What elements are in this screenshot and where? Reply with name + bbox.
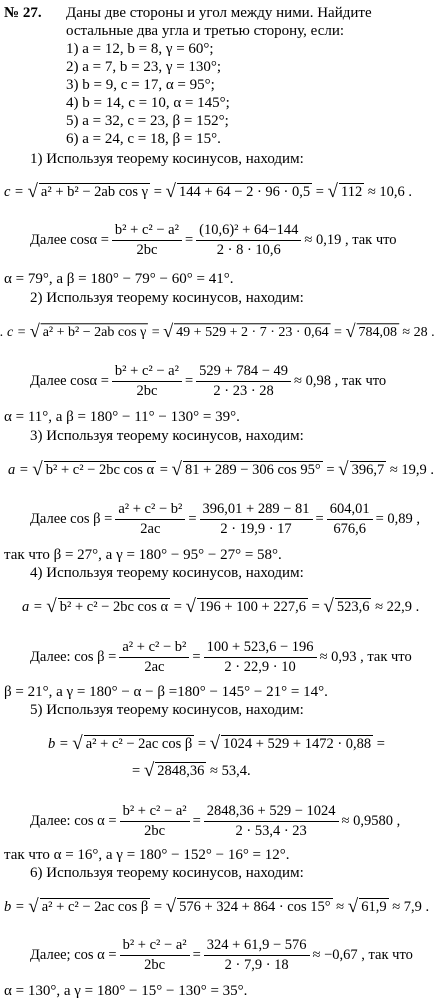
problem-statement-line-2: остальные два угла и третью сторону, если: [66, 23, 345, 39]
case-1: 1) a = 12, b = 8, γ = 60°; [66, 41, 214, 57]
solution-3-angle-equation: Далее cos β = $\frac{\text{a² + c² − b²}}{2ac}$ = $\frac{396,01 + 289 - 81}{2 \cdot 19,9 \cdot 17}$ = $\frac{604,01}{676,6}$ = 0,89 , [30, 501, 421, 537]
solution-3-intro: 3) Используя теорему косинусов, находим: [30, 428, 304, 444]
solution-5-intro: 5) Используя теорему косинусов, находим: [30, 702, 304, 718]
solution-3-side-equation: a = √ b² + c² − 2bc cos α = √ 81 + 289 − 306 cos 95° = √ 396,7 ≈ 19,9 . [8, 459, 435, 480]
solution-1-side-equation: c = √ a² + b² − 2ab cos γ = √ 144 + 64 − 2 · 96 · 0,5 = √ 112 ≈ 10,6 . [4, 181, 413, 202]
problem-statement-line-1: Даны две стороны и угол между ними. Найдите [66, 5, 372, 21]
solution-4-intro: 4) Используя теорему косинусов, находим: [30, 565, 304, 581]
solution-6-intro: 6) Используя теорему косинусов, находим: [30, 865, 304, 881]
case-3: 3) b = 9, c = 17, α = 95°; [66, 77, 215, 93]
solution-5-side-equation-line-2: = √ 2848,36 ≈ 53,4. [132, 760, 251, 781]
case-5: 5) a = 32, c = 23, β = 152°; [66, 113, 229, 129]
problem-number: № 27. [4, 5, 42, 21]
case-6: 6) a = 24, c = 18, β = 15°. [66, 131, 221, 147]
solution-6-side-equation: b = √ a² + c² − 2ac cos β = √ 576 + 324 + 864 · cos 15° ≈ √ 61,9 ≈ 7,9 . [4, 896, 430, 917]
solution-4-angle-equation: Далее: cos β = $\frac{\text{a² + c² − b²}}{2ac}$ = $\frac{100 + 523,6 - 196}{2 \cdot 22,9 \cdot 10}$ ≈ 0,93 , так что [30, 639, 412, 675]
solution-4-side-equation: a = √ b² + c² − 2bc cos α = √ 196 + 100 + 227,6 = √ 523,6 ≈ 22,9 . [22, 596, 420, 617]
solution-2-conclusion: α = 11°, а β = 180° − 11° − 130° = 39°. [4, 409, 240, 425]
solution-5-conclusion: так что α = 16°, а γ = 180° − 152° − 16° = 12°. [4, 847, 290, 863]
solution-2-angle-equation: Далее cosα = $\frac{\text{b² + c² − a²}}{2bc}$ = $\frac{529 + 784 - 49}{2 \cdot 23 \cdot 28}$ ≈ 0,98 , так что [30, 363, 387, 399]
solution-1-angle-equation: Далее cosα = $\frac{\text{b² + c² − a²}}{2bc}$ = $\frac{\text{(10,6)² + 64−144}}{2 \cdot 8 \cdot 10,6}$ ≈ 0,19 , так что [30, 222, 397, 258]
solution-3-conclusion: так что β = 27°, а γ = 180° − 95° − 27° = 58°. [4, 547, 282, 563]
solution-6-angle-equation: Далее; cos α = $\frac{\text{b² + c² − a²}}{2bc}$ = $\frac{324 + 61,9 - 576}{2 \cdot 7,9 \cdot 18}$ ≈ −0,67 , так что [30, 937, 413, 973]
solution-4-conclusion: β = 21°, а γ = 180° − α − β =180° − 145° − 21° = 14°. [4, 684, 328, 700]
solution-6-conclusion: α = 130°, а γ = 180° − 15° − 130° = 35°. [4, 983, 248, 999]
solution-5-angle-equation: Далее: cos α = $\frac{\text{b² + c² − a²}}{2bc}$ = $\frac{2848,36 + 529 - 1024}{2 \cdot 53,4 \cdot 23}$ ≈ 0,9580 , [30, 803, 401, 839]
solution-1-conclusion: α = 79°, а β = 180° − 79° − 60° = 41°. [4, 271, 234, 287]
case-4: 4) b = 14, c = 10, α = 145°; [66, 95, 230, 111]
solution-5-side-equation: b = √ a² + c² − 2ac cos β = √ 1024 + 529 + 1472 · 0,88 = [48, 733, 385, 754]
solution-1-intro: 1) Используя теорему косинусов, находим: [30, 151, 304, 167]
solution-2-side-equation: . c = √ a² + b² − 2ab cos γ = √ 49 + 529 + 2 · 7 · 23 · 0,64 = √ 784,08 ≈ 28 . [0, 321, 435, 342]
case-2: 2) a = 7, b = 23, γ = 130°; [66, 59, 222, 75]
solution-2-intro: 2) Используя теорему косинусов, находим: [30, 290, 304, 306]
